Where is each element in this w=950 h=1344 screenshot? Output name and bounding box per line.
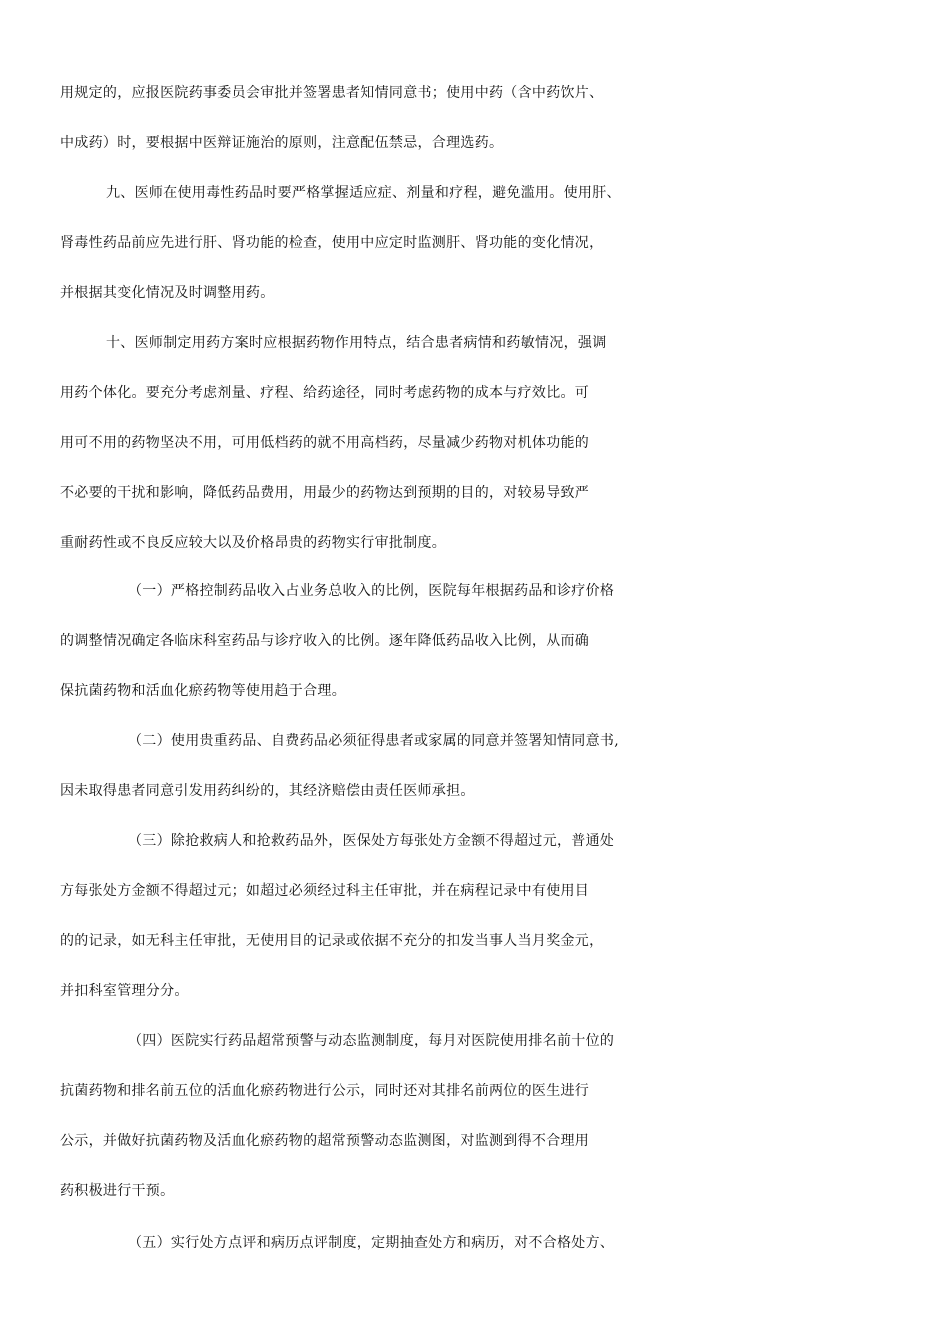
paragraph-line: 药积极进行干预。	[60, 1183, 175, 1199]
paragraph-line: 用可不用的药物坚决不用，可用低档药的就不用高档药，尽量减少药物对机体功能的	[60, 435, 590, 451]
paragraph-line: （一）严格控制药品收入占业务总收入的比例，医院每年根据药品和诊疗价格	[128, 583, 615, 599]
paragraph-line: 用药个体化。要充分考虑剂量、疗程、给药途径，同时考虑药物的成本与疗效比。可	[60, 385, 590, 401]
paragraph-line: 重耐药性或不良反应较大以及价格昂贵的药物实行审批制度。	[60, 535, 447, 551]
paragraph-line: 九、医师在使用毒性药品时要严格掌握适应症、剂量和疗程，避免滥用。使用肝、	[106, 185, 621, 201]
paragraph-line: （三）除抢救病人和抢救药品外，医保处方每张处方金额不得超过元，普通处	[128, 833, 615, 849]
paragraph-line: （二）使用贵重药品、自费药品必须征得患者或家属的同意并签署知情同意书,	[128, 733, 619, 749]
paragraph-line: 用规定的，应报医院药事委员会审批并签署患者知情同意书；使用中药（含中药饮片、	[60, 85, 604, 101]
paragraph-line: 的的记录，如无科主任审批，无使用目的记录或依据不充分的扣发当事人当月奖金元，	[60, 933, 604, 949]
paragraph-line: 并扣科室管理分分。	[60, 983, 189, 999]
paragraph-line: 十、医师制定用药方案时应根据药物作用特点，结合患者病情和药敏情况，强调	[106, 335, 607, 351]
paragraph-line: 因未取得患者同意引发用药纠纷的，其经济赔偿由责任医师承担。	[60, 783, 475, 799]
paragraph-line: （四）医院实行药品超常预警与动态监测制度，每月对医院使用排名前十位的	[128, 1033, 615, 1049]
paragraph-line: 并根据其变化情况及时调整用药。	[60, 285, 275, 301]
paragraph-line: 肾毒性药品前应先进行肝、肾功能的检查，使用中应定时监测肝、肾功能的变化情况，	[60, 235, 604, 251]
paragraph-line: 抗菌药物和排名前五位的活血化瘀药物进行公示，同时还对其排名前两位的医生进行	[60, 1083, 590, 1099]
paragraph-line: 中成药）时，要根据中医辩证施治的原则，注意配伍禁忌，合理选药。	[60, 135, 504, 151]
paragraph-line: 方每张处方金额不得超过元；如超过必须经过科主任审批，并在病程记录中有使用目	[60, 883, 590, 899]
paragraph-line: 的调整情况确定各临床科室药品与诊疗收入的比例。逐年降低药品收入比例，从而确	[60, 633, 590, 649]
paragraph-line: 公示，并做好抗菌药物及活血化瘀药物的超常预警动态监测图，对监测到得不合理用	[60, 1133, 590, 1149]
paragraph-line: 保抗菌药物和活血化瘀药物等使用趋于合理。	[60, 683, 346, 699]
paragraph-line: （五）实行处方点评和病历点评制度，定期抽查处方和病历，对不合格处方、	[128, 1235, 615, 1251]
paragraph-line: 不必要的干扰和影响，降低药品费用，用最少的药物达到预期的目的，对较易导致严	[60, 485, 590, 501]
